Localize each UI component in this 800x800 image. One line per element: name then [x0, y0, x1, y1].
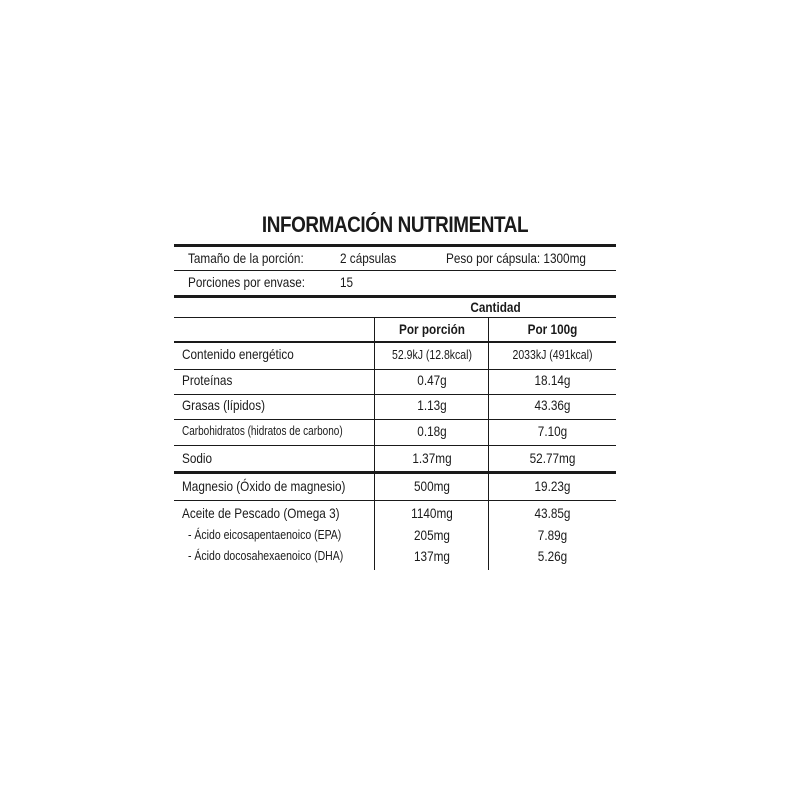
rule-column-headers: [174, 341, 616, 343]
rule-serving: [174, 270, 616, 271]
rule-row-5: [174, 500, 616, 501]
row-protein-per-serving: 0.47g: [417, 372, 447, 388]
row-fish-oil-per-100g: 43.85g: [534, 505, 571, 521]
row-energy-per-serving: 52.9kJ (12.8kcal): [392, 348, 472, 362]
label-title: INFORMACIÓN NUTRIMENTAL: [261, 212, 529, 237]
row-epa-name: - Ácido eicosapentaenoico (EPA): [188, 528, 342, 542]
row-carbs-per-100g: 7.10g: [537, 423, 568, 439]
row-fat-per-serving: 1.13g: [417, 397, 447, 413]
row-magnesium-name: Magnesio (Óxido de magnesio): [182, 478, 346, 494]
rule-row-0: [174, 369, 616, 370]
serving-size-label: Tamaño de la porción:: [188, 250, 304, 266]
row-protein-per-100g: 18.14g: [534, 372, 571, 388]
amount-header: Cantidad: [470, 299, 521, 315]
row-carbs-per-serving: 0.18g: [417, 423, 447, 439]
per-100g-header: Por 100g: [527, 321, 578, 337]
row-sodium-name: Sodio: [182, 450, 213, 466]
row-dha-per-100g: 5.26g: [537, 548, 568, 564]
row-sodium-per-serving: 1.37mg: [412, 450, 452, 466]
row-dha-name: - Ácido docosahexaenoico (DHA): [188, 549, 344, 563]
rule-minerals: [174, 471, 616, 474]
row-carbs-name: Carbohidratos (hidratos de carbono): [182, 424, 343, 438]
rule-top: [174, 244, 616, 247]
column-divider-1: [374, 317, 375, 570]
row-magnesium-per-serving: 500mg: [414, 478, 450, 494]
servings-per-container-value: 15: [340, 274, 354, 290]
row-energy-per-100g: 2033kJ (491kcal): [512, 348, 593, 362]
row-dha-per-serving: 137mg: [414, 548, 450, 564]
rule-row-1: [174, 394, 616, 395]
row-sodium-per-100g: 52.77mg: [529, 450, 576, 466]
row-protein-name: Proteínas: [182, 372, 233, 388]
rule-amount: [174, 317, 616, 318]
capsule-weight: Peso por cápsula: 1300mg: [446, 250, 586, 266]
row-magnesium-per-100g: 19.23g: [534, 478, 571, 494]
per-serving-header: Por porción: [399, 321, 465, 337]
servings-per-container-label: Porciones por envase:: [188, 274, 306, 290]
column-divider-2: [488, 317, 489, 570]
row-energy-name: Contenido energético: [182, 346, 294, 362]
row-epa-per-100g: 7.89g: [537, 527, 568, 543]
serving-size-value: 2 cápsulas: [340, 250, 397, 266]
rule-row-2: [174, 419, 616, 420]
row-fat-name: Grasas (lípidos): [182, 397, 266, 413]
row-epa-per-serving: 205mg: [414, 527, 450, 543]
row-fish-oil-name: Aceite de Pescado (Omega 3): [182, 505, 340, 521]
rule-row-3: [174, 445, 616, 446]
row-fish-oil-per-serving: 1140mg: [411, 505, 453, 521]
row-fat-per-100g: 43.36g: [534, 397, 571, 413]
